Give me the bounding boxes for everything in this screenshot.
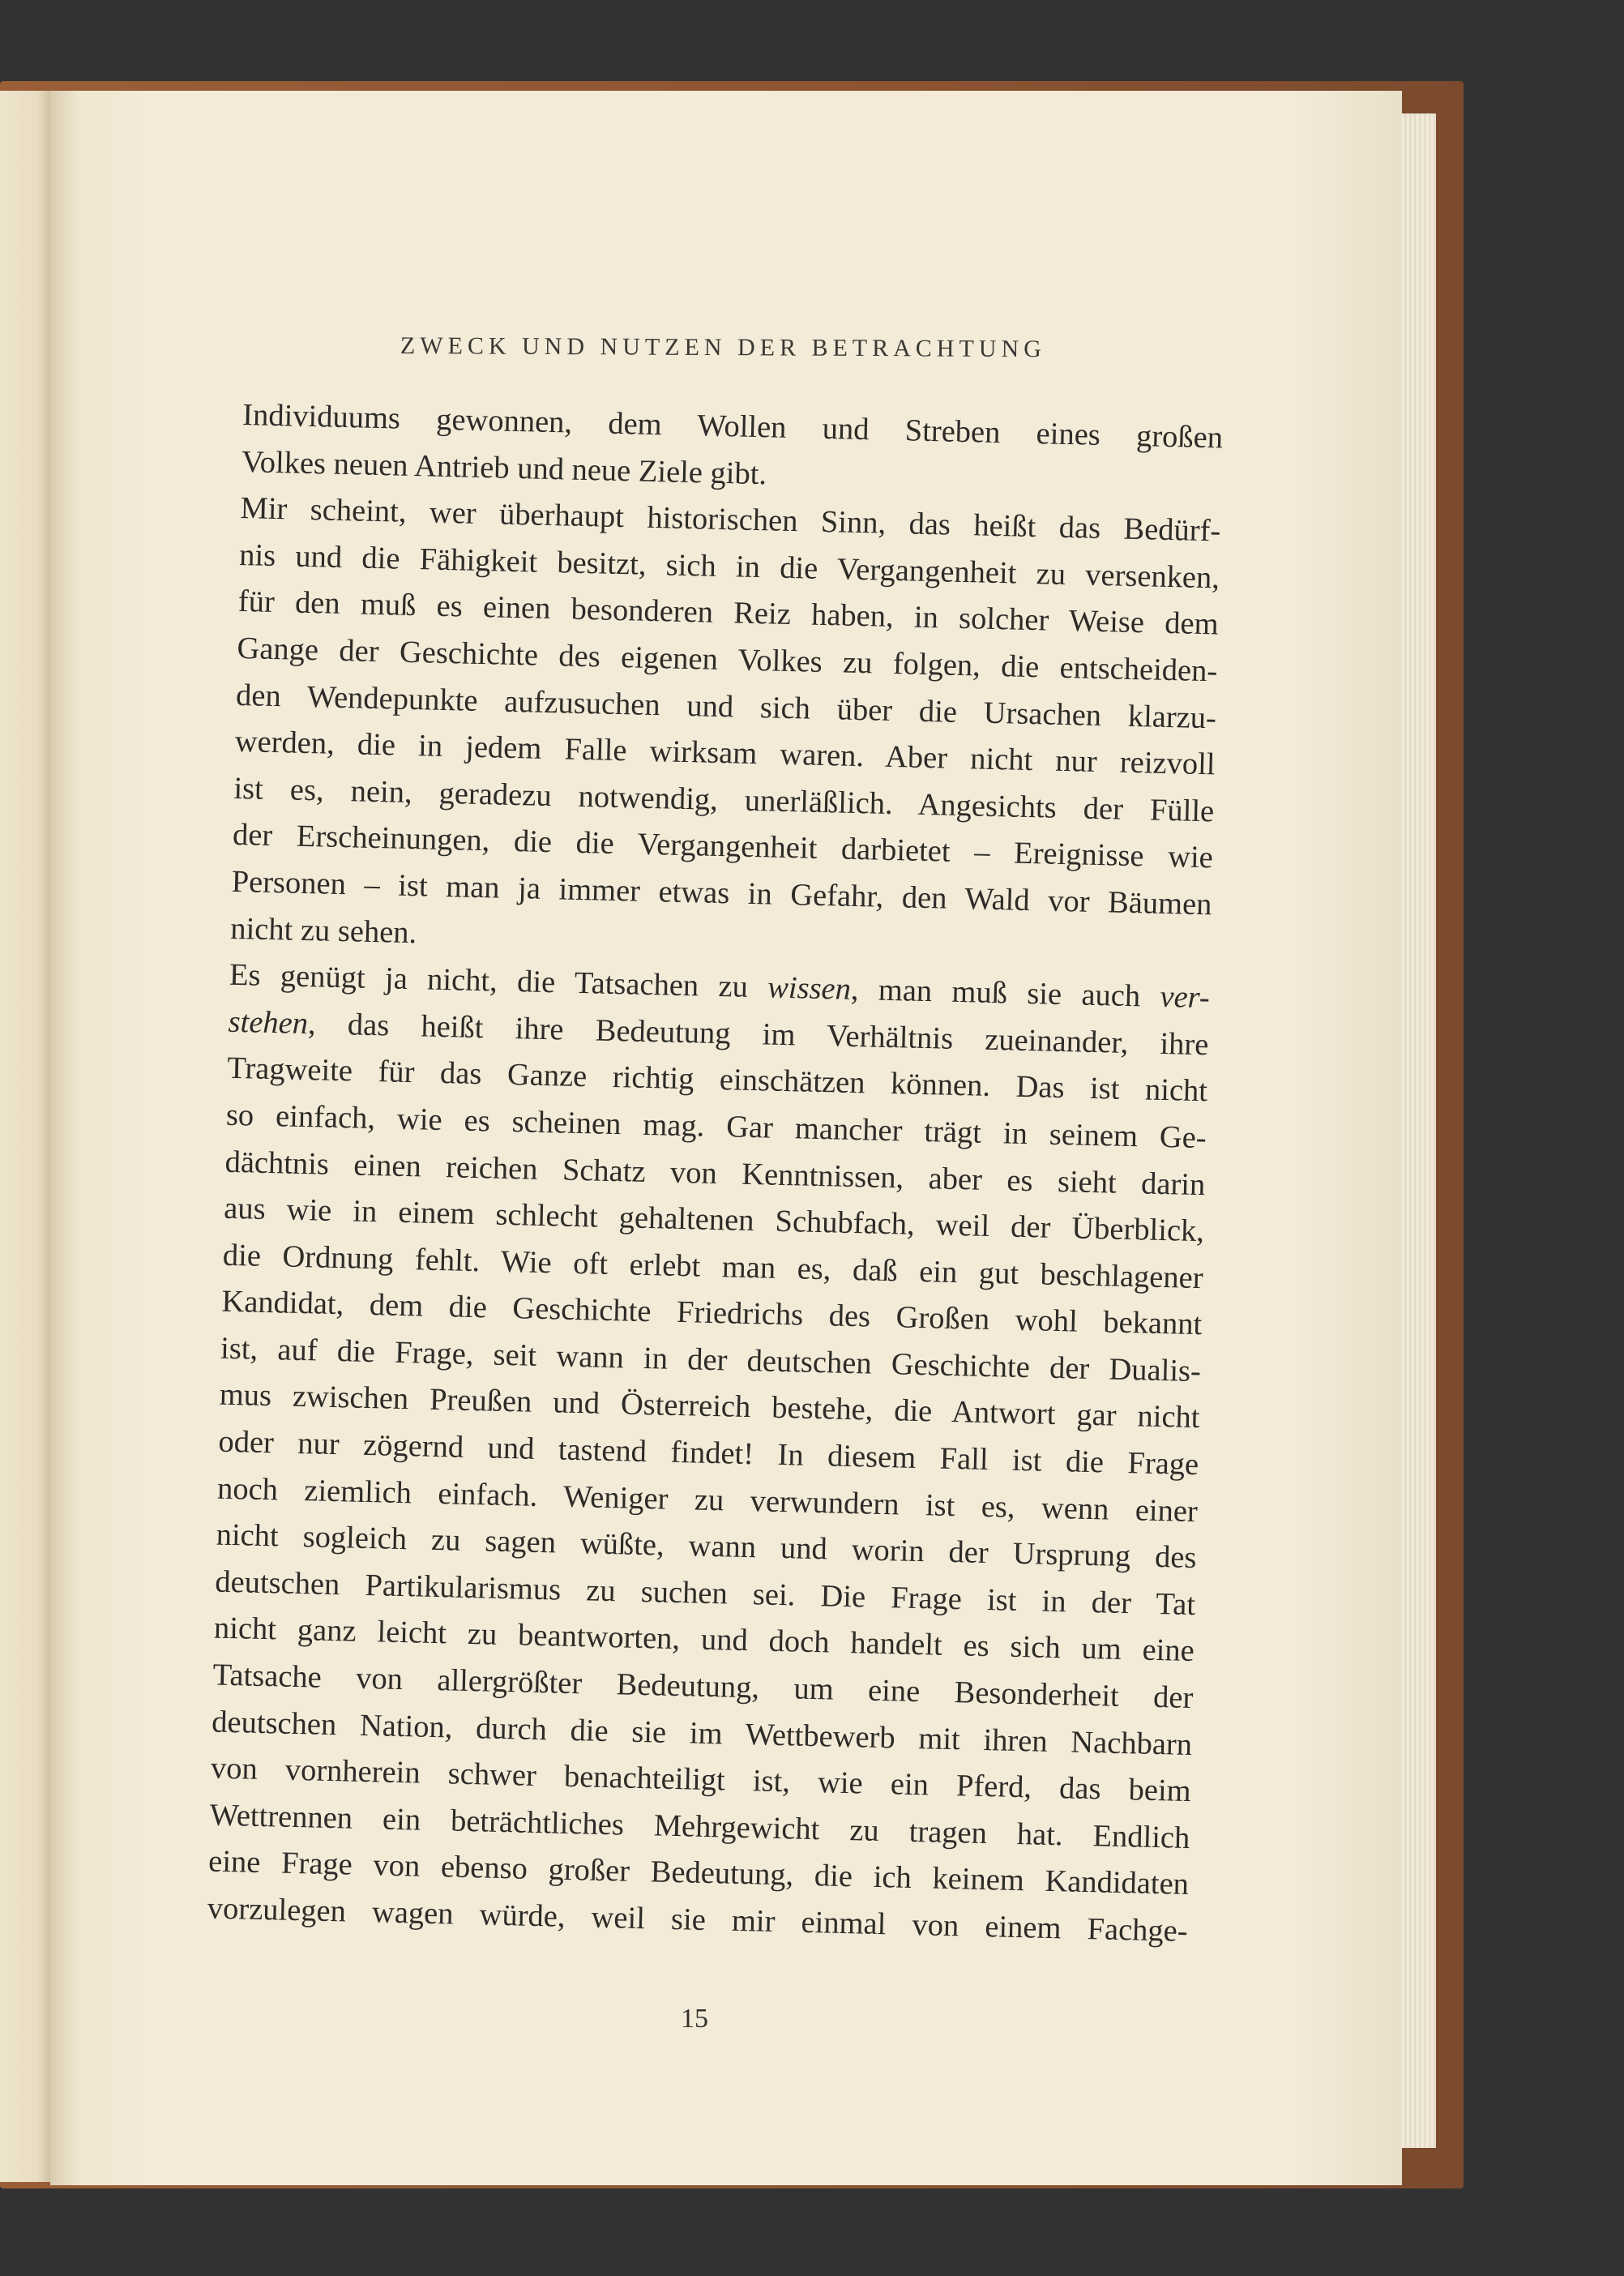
text-line: eine Frage von ebenso großer Bedeutung, die ich keinem Kandidaten bbox=[207, 1844, 1190, 1902]
text-line: nicht zu sehen. bbox=[229, 911, 417, 950]
text-line: nis und die Fähigkeit besitzt, sich in die Vergangenheit zu versenken, bbox=[238, 537, 1220, 596]
text-span: Es genügt ja nicht, die Tatsachen zu bbox=[229, 957, 768, 1005]
text-line: so einfach, wie es scheinen mag. Gar mancher trägt in seinem Ge- bbox=[225, 1097, 1207, 1156]
text-line: Tatsache von allergrößter Bedeutung, um eine Besonderheit der bbox=[212, 1658, 1194, 1716]
text-line: deutschen Nation, durch die sie im Wettbewerb mit ihren Nachbarn bbox=[211, 1705, 1193, 1762]
text-line: der Erscheinungen, die die Vergangenheit darbietet – Ereignisse wie bbox=[232, 818, 1214, 875]
text-line: ist es, nein, geradezu notwendig, unerläßlich. Angesichts der Fülle bbox=[233, 771, 1215, 829]
text-line: vorzulegen wagen würde, weil sie mir einmal von einem Fachge- bbox=[207, 1891, 1189, 1949]
text-line: dächtnis einen reichen Schatz von Kenntnissen, aber es sieht darin bbox=[224, 1144, 1206, 1202]
italic-word: wissen bbox=[767, 970, 852, 1007]
text-span: , man muß sie auch bbox=[850, 973, 1161, 1014]
text-line: nicht ganz leicht zu beantworten, und doch handelt es sich um eine bbox=[213, 1611, 1195, 1669]
body-text bbox=[207, 392, 1223, 1956]
text-line: den Wendepunkte aufzusuchen und sich über die Ursachen klarzu- bbox=[235, 678, 1217, 735]
text-line: Wettrennen ein beträchtliches Mehrgewicht zu tragen hat. Endlich bbox=[209, 1798, 1190, 1855]
text-line: Kandidat, dem die Geschichte Friedrichs des Großen wohl bekannt bbox=[221, 1284, 1203, 1342]
text-line: mus zwischen Preußen und Österreich bestehe, die Antwort gar nicht bbox=[219, 1378, 1201, 1435]
italic-word: stehen bbox=[228, 1004, 309, 1041]
text-line: die Ordnung fehlt. Wie oft erlebt man es, daß ein gut beschlagener bbox=[222, 1238, 1204, 1295]
italic-word: ver- bbox=[1160, 979, 1211, 1016]
text-line: Mir scheint, wer überhaupt historischen Sinn, das heißt das Bedürf- bbox=[240, 491, 1221, 549]
text-line: nicht sogleich zu sagen wüßte, wann und worin der Ursprung des bbox=[216, 1517, 1197, 1576]
text-line: Personen – ist man ja immer etwas in Gefahr, den Wald vor Bäumen bbox=[231, 864, 1212, 922]
text-line: ist, auf die Frage, seit wann in der deutschen Geschichte der Dualis- bbox=[220, 1331, 1202, 1389]
text-line: noch ziemlich einfach. Weniger zu verwundern ist es, wenn einer bbox=[216, 1471, 1199, 1529]
running-head: ZWECK UND NUTZEN DER BETRACHTUNG bbox=[400, 332, 1046, 363]
text-line: Volkes neuen Antrieb und neue Ziele gibt. bbox=[241, 444, 767, 491]
text-line: Gange der Geschichte des eigenen Volkes zu folgen, die entscheiden- bbox=[237, 631, 1218, 689]
text-line: Individuums gewonnen, dem Wollen und Streben eines großen bbox=[241, 397, 1224, 456]
text-span: , das heißt ihre Bedeutung im Verhältnis zueinander, ihre bbox=[307, 1006, 1209, 1063]
text-line: werden, die in jedem Falle wirksam waren. Aber nicht nur reizvoll bbox=[234, 725, 1216, 782]
text-line: oder nur zögernd und tastend findet! In diesem Fall ist die Frage bbox=[217, 1424, 1199, 1482]
left-page-edge bbox=[0, 91, 53, 2182]
text-line: deutschen Partikularismus zu suchen sei. Die Frage ist in der Tat bbox=[214, 1564, 1196, 1622]
text-line: Tragweite für das Ganze richtig einschätzen können. Das ist nicht bbox=[226, 1051, 1208, 1109]
text-line: aus wie in einem schlecht gehaltenen Schubfach, weil der Überblick, bbox=[223, 1191, 1205, 1249]
book-page bbox=[50, 91, 1402, 2185]
text-line: von vornherein schwer benachteiligt ist, wie ein Pferd, das beim bbox=[210, 1751, 1192, 1809]
text-line: für den muß es einen besonderen Reiz haben, in solcher Weise dem bbox=[237, 584, 1220, 642]
page-number: 15 bbox=[681, 2004, 708, 2034]
